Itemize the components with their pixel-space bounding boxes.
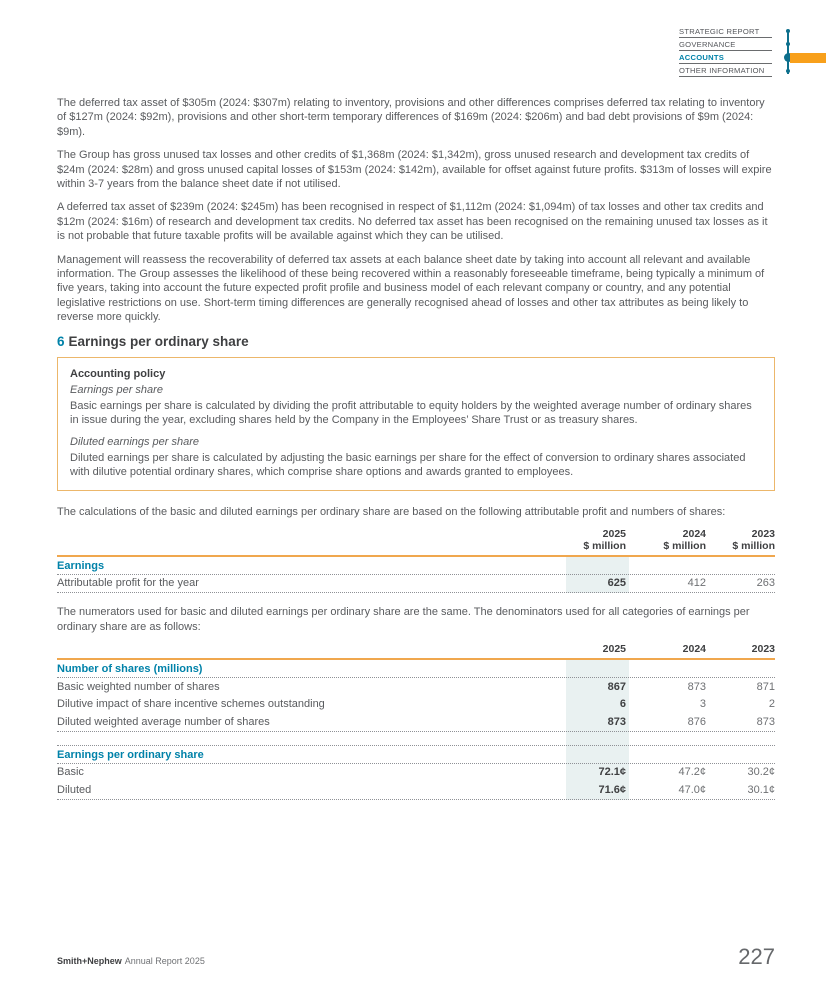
earnings-table-body <box>57 557 775 594</box>
nav-dot-governance <box>786 42 790 46</box>
paragraph-management-reassess: Management will reassess the recoverability of deferred tax assets at each balance sheet date by taking into account all relevant and available information. The Group assesses the likelihood of these being recovered within a reasonably foreseeable timeframe, being typically a minimum of five years, taking into account the future expected profit profile and business model of each relevant company or country, and any potential legislative restrictions on use. Short-term timing differences are generally recognised ahead of losses and other tax attributes as being likely to reverse more quickly. <box>57 253 765 324</box>
column-header-2025 <box>566 528 629 552</box>
accounting-policy-box <box>57 357 775 491</box>
section-heading <box>57 334 775 350</box>
column-unit: $ million <box>663 539 706 552</box>
section-title: Earnings per ordinary share <box>68 333 249 349</box>
value-2024: 873 <box>687 680 706 693</box>
value-2023: 2 <box>768 698 775 711</box>
shares-table-header <box>57 643 775 660</box>
section-number: 6 <box>57 333 65 349</box>
column-header-2025: 2025 <box>602 643 626 656</box>
value-2024: 412 <box>687 577 706 590</box>
column-unit: $ million <box>583 539 626 552</box>
table-group-row <box>57 746 775 764</box>
column-header-2023 <box>706 528 775 552</box>
nav-dot-other-information <box>786 69 790 73</box>
page-content <box>57 0 775 800</box>
table-group-row <box>57 660 775 678</box>
paragraph-unused-tax-losses: The Group has gross unused tax losses and other credits of $1,368m (2024: $1,342m), gross unused research and development tax credits of $24m (2024: $28m) and gross unused capital losses of $153m (2024: $142m), available for offset against future profits. $313m of losses will expire within 3-7 years from the balance sheet date if not utilised. <box>57 149 772 191</box>
row-label: Basic weighted number of shares <box>57 680 220 693</box>
nav-tab-label: OTHER INFORMATION <box>679 66 765 75</box>
value-2024: 47.0¢ <box>678 783 706 796</box>
table-row <box>57 696 775 714</box>
row-label: Basic <box>57 766 84 779</box>
table-row <box>57 575 775 594</box>
shares-eps-table <box>57 643 775 800</box>
table-spacer-row <box>57 732 775 746</box>
value-2025: 867 <box>607 680 626 693</box>
column-unit: $ million <box>732 539 775 552</box>
policy-body-eps: Basic earnings per share is calculated by dividing the profit attributable to equity holders by the weighted average number of ordinary shares in issue during the year, excluding shares held by the Company in the Employees’ Share Trust or as treasury shares. <box>70 399 752 426</box>
value-2023: 30.1¢ <box>747 783 775 796</box>
accounts-section-marker-bar <box>790 53 826 63</box>
row-label: Dilutive impact of share incentive schemes outstanding <box>57 698 325 711</box>
column-year: 2023 <box>751 527 775 540</box>
policy-box-heading: Accounting policy <box>70 367 166 380</box>
earnings-table-header <box>57 528 775 557</box>
value-2024: 3 <box>699 698 706 711</box>
value-2025: 625 <box>607 577 626 590</box>
policy-body-diluted-eps: Diluted earnings per share is calculated by adjusting the basic earnings per share for the effect of conversion to ordinary shares associated with dilutive potential ordinary shares, which comprise share options and awards granted to employees. <box>70 451 746 479</box>
value-2023: 873 <box>756 715 775 728</box>
nav-rail-line <box>787 30 789 74</box>
value-2025: 71.6¢ <box>598 783 626 796</box>
row-label: Attributable profit for the year <box>57 577 199 590</box>
value-2025: 72.1¢ <box>598 766 626 779</box>
earnings-table <box>57 528 775 594</box>
footer-report-title <box>57 956 205 967</box>
column-header-2023: 2023 <box>751 643 775 656</box>
page-number: 227 <box>738 944 775 969</box>
shares-table-body <box>57 660 775 800</box>
column-header-2024 <box>629 528 706 552</box>
group-label-eps: Earnings per ordinary share <box>57 748 204 761</box>
page-footer <box>57 944 775 969</box>
table-row <box>57 713 775 732</box>
policy-sub-title-eps: Earnings per share <box>70 384 163 397</box>
table-row <box>57 678 775 696</box>
policy-sub-title-diluted-eps: Diluted earnings per share <box>70 436 200 449</box>
intro-shares-table: The numerators used for basic and diluted earnings per ordinary share are the same. The denominators used for all categories of earnings per ordinary share are as follows: <box>57 606 750 633</box>
column-year: 2024 <box>682 527 706 540</box>
group-label-earnings: Earnings <box>57 559 105 572</box>
table-row <box>57 781 775 800</box>
row-label: Diluted <box>57 783 92 796</box>
value-2024: 47.2¢ <box>678 766 706 779</box>
nav-tab-label: ACCOUNTS <box>679 53 725 62</box>
value-2023: 263 <box>756 577 775 590</box>
paragraph-recognised-tax-asset: A deferred tax asset of $239m (2024: $245m) has been recognised in respect of $1,112m (2024: $1,094m) of tax losses and other tax credits and $12m (2024: $16m) of research and development tax credits. No deferred tax asset has been recognised on the remaining unused tax losses as it is not probable that future taxable profits will be available against which they can be utilised. <box>57 201 768 243</box>
column-header-2024: 2024 <box>682 643 706 656</box>
column-year: 2025 <box>602 527 626 540</box>
row-label: Diluted weighted average number of shares <box>57 715 270 728</box>
table-group-row <box>57 557 775 575</box>
paragraph-deferred-tax-asset: The deferred tax asset of $305m (2024: $307m) relating to inventory, provisions and other differences comprises deferred tax relating to inventory of $127m (2024: $92m), provisions and other short-term temporary differences of $169m (2024: $206m) and bad debt provisions of $9m (2024: $9m). <box>57 97 765 138</box>
nav-dot-strategic-report <box>786 29 790 33</box>
intro-earnings-table: The calculations of the basic and diluted earnings per ordinary share are based on the following attributable profit and numbers of shares: <box>57 505 726 518</box>
group-label-number-of-shares: Number of shares (millions) <box>57 663 203 676</box>
brand-name: Smith+Nephew <box>57 956 122 966</box>
value-2025: 6 <box>619 698 626 711</box>
value-2025: 873 <box>607 715 626 728</box>
value-2024: 876 <box>687 715 706 728</box>
value-2023: 871 <box>756 680 775 693</box>
report-name: Annual Report 2025 <box>124 956 205 966</box>
value-2023: 30.2¢ <box>747 766 775 779</box>
nav-tab-label: STRATEGIC REPORT <box>679 27 760 36</box>
nav-tab-label: GOVERNANCE <box>679 40 736 49</box>
table-row <box>57 764 775 782</box>
